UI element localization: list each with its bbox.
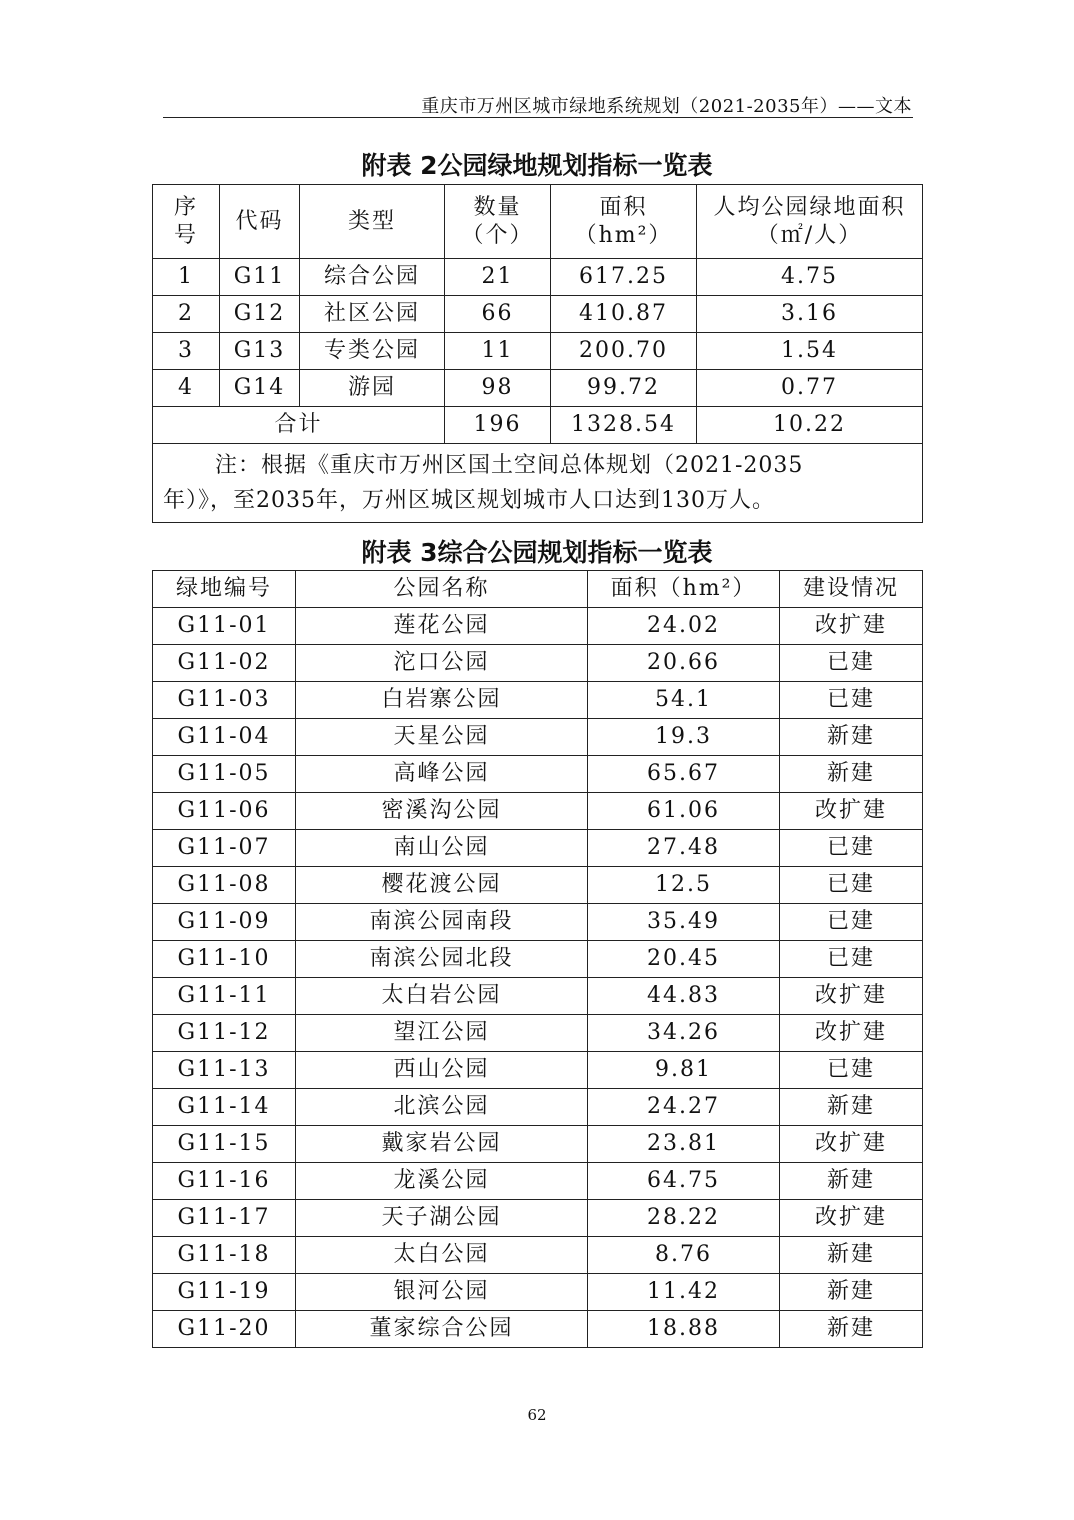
table-row: G11-02 沱口公园 20.66 已建 (153, 645, 923, 682)
table2-header-row (153, 185, 923, 259)
header-seq: 序 号 (153, 185, 220, 259)
table3-header-row (153, 571, 923, 608)
total-area: 1328.54 (551, 407, 697, 444)
table-row: G11-19 银河公园 11.42 新建 (153, 1274, 923, 1311)
table-row: 2 G12 社区公园 66 410.87 3.16 (153, 296, 923, 333)
table-row: G11-08 樱花渡公园 12.5 已建 (153, 867, 923, 904)
header-id: 绿地编号 (153, 571, 296, 608)
header-code: 代码 (220, 185, 300, 259)
header-rule (163, 117, 913, 118)
table-row: G11-16 龙溪公园 64.75 新建 (153, 1163, 923, 1200)
table-row: G11-11 太白岩公园 44.83 改扩建 (153, 978, 923, 1015)
page-number: 62 (527, 1406, 547, 1424)
header-per-capita: 人均公园绿地面积 （㎡/人） (697, 185, 923, 259)
total-label: 合计 (153, 407, 445, 444)
table-note: 注：根据《重庆市万州区国土空间总体规划（2021-2035 年）》，至2035年，万州区城区规划城市人口达到130万人。 (153, 444, 923, 523)
table-row: G11-15 戴家岩公园 23.81 改扩建 (153, 1126, 923, 1163)
table-row: G11-17 天子湖公园 28.22 改扩建 (153, 1200, 923, 1237)
comprehensive-park-index-table (152, 570, 923, 1348)
header-type: 类型 (300, 185, 445, 259)
header-name: 公园名称 (296, 571, 588, 608)
header-count: 数量 （个） (445, 185, 551, 259)
header-area: 面积 （hm²） (551, 185, 697, 259)
table-row: G11-07 南山公园 27.48 已建 (153, 830, 923, 867)
total-row (153, 407, 923, 444)
table-row: 1 G11 综合公园 21 617.25 4.75 (153, 259, 923, 296)
table-row: 3 G13 专类公园 11 200.70 1.54 (153, 333, 923, 370)
table-row: G11-04 天星公园 19.3 新建 (153, 719, 923, 756)
table-row: G11-10 南滨公园北段 20.45 已建 (153, 941, 923, 978)
table-row: G11-18 太白公园 8.76 新建 (153, 1237, 923, 1274)
running-header: 重庆市万州区城市绿地系统规划（2021-2035年）——文本 (421, 96, 912, 117)
table-row: G11-09 南滨公园南段 35.49 已建 (153, 904, 923, 941)
table-row: G11-14 北滨公园 24.27 新建 (153, 1089, 923, 1126)
table-row: G11-06 密溪沟公园 61.06 改扩建 (153, 793, 923, 830)
table2-caption: 附表 2公园绿地规划指标一览表 (361, 151, 713, 180)
table-row: G11-05 高峰公园 65.67 新建 (153, 756, 923, 793)
table-row: G11-03 白岩寨公园 54.1 已建 (153, 682, 923, 719)
table3-caption: 附表 3综合公园规划指标一览表 (361, 538, 713, 567)
table-row: G11-12 望江公园 34.26 改扩建 (153, 1015, 923, 1052)
total-per-capita: 10.22 (697, 407, 923, 444)
total-count: 196 (445, 407, 551, 444)
table-row: G11-01 莲花公园 24.02 改扩建 (153, 608, 923, 645)
header-status: 建设情况 (780, 571, 923, 608)
header-area: 面积（hm²） (588, 571, 780, 608)
park-green-space-index-table (152, 184, 923, 523)
table-row: G11-20 董家综合公园 18.88 新建 (153, 1311, 923, 1348)
table-row: 4 G14 游园 98 99.72 0.77 (153, 370, 923, 407)
table-row: G11-13 西山公园 9.81 已建 (153, 1052, 923, 1089)
note-row (153, 444, 923, 523)
